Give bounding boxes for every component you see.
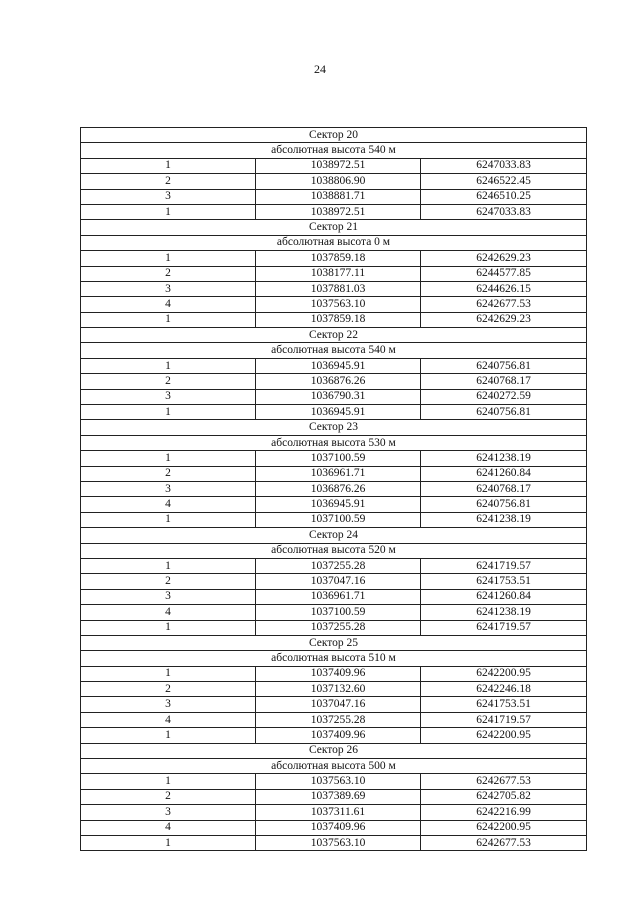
- x-coordinate-cell: 1038881.71: [256, 189, 421, 204]
- y-coordinate-cell: 6242216.99: [421, 805, 587, 820]
- y-coordinate-cell: 6242677.53: [421, 835, 587, 850]
- point-number-cell: 3: [81, 481, 256, 496]
- point-number-cell: 1: [81, 774, 256, 789]
- table-row: [81, 312, 587, 327]
- x-coordinate-cell: 1038972.51: [256, 204, 421, 219]
- table-row: [81, 605, 587, 620]
- table-row: [81, 266, 587, 281]
- page-number: 24: [314, 62, 326, 76]
- sector-height: абсолютная высота 520 м: [81, 543, 587, 558]
- point-number-cell: 2: [81, 789, 256, 804]
- table-row: [81, 697, 587, 712]
- x-coordinate-cell: 1037409.96: [256, 728, 421, 743]
- sector-title-row: [81, 420, 587, 435]
- table-row: [81, 666, 587, 681]
- point-number-cell: 4: [81, 712, 256, 727]
- y-coordinate-cell: 6241238.19: [421, 605, 587, 620]
- y-coordinate-cell: 6241260.84: [421, 466, 587, 481]
- x-coordinate-cell: 1036945.91: [256, 497, 421, 512]
- table-row: [81, 558, 587, 573]
- table-row: [81, 281, 587, 296]
- table-row: [81, 297, 587, 312]
- point-number-cell: 1: [81, 158, 256, 173]
- x-coordinate-cell: 1037409.96: [256, 666, 421, 681]
- y-coordinate-cell: 6241753.51: [421, 574, 587, 589]
- table-row: [81, 251, 587, 266]
- y-coordinate-cell: 6241238.19: [421, 451, 587, 466]
- coordinates-table: [80, 127, 587, 851]
- sector-height-row: [81, 435, 587, 450]
- x-coordinate-cell: 1037881.03: [256, 281, 421, 296]
- table-row: [81, 820, 587, 835]
- point-number-cell: 1: [81, 666, 256, 681]
- y-coordinate-cell: 6240768.17: [421, 374, 587, 389]
- table-row: [81, 358, 587, 373]
- y-coordinate-cell: 6242677.53: [421, 774, 587, 789]
- table-row: [81, 774, 587, 789]
- point-number-cell: 1: [81, 251, 256, 266]
- y-coordinate-cell: 6242200.95: [421, 728, 587, 743]
- x-coordinate-cell: 1036876.26: [256, 374, 421, 389]
- point-number-cell: 3: [81, 697, 256, 712]
- y-coordinate-cell: 6247033.83: [421, 204, 587, 219]
- point-number-cell: 3: [81, 589, 256, 604]
- point-number-cell: 4: [81, 820, 256, 835]
- x-coordinate-cell: 1038972.51: [256, 158, 421, 173]
- point-number-cell: 2: [81, 266, 256, 281]
- x-coordinate-cell: 1037563.10: [256, 297, 421, 312]
- point-number-cell: 1: [81, 358, 256, 373]
- point-number-cell: 1: [81, 204, 256, 219]
- x-coordinate-cell: 1037047.16: [256, 697, 421, 712]
- point-number-cell: 2: [81, 374, 256, 389]
- sector-title: Сектор 24: [81, 528, 587, 543]
- x-coordinate-cell: 1037100.59: [256, 605, 421, 620]
- x-coordinate-cell: 1037389.69: [256, 789, 421, 804]
- table-row: [81, 712, 587, 727]
- y-coordinate-cell: 6241753.51: [421, 697, 587, 712]
- sector-title-row: [81, 635, 587, 650]
- point-number-cell: 4: [81, 605, 256, 620]
- x-coordinate-cell: 1037132.60: [256, 682, 421, 697]
- table-row: [81, 481, 587, 496]
- y-coordinate-cell: 6246510.25: [421, 189, 587, 204]
- y-coordinate-cell: 6244626.15: [421, 281, 587, 296]
- y-coordinate-cell: 6240756.81: [421, 358, 587, 373]
- point-number-cell: 2: [81, 466, 256, 481]
- point-number-cell: 1: [81, 451, 256, 466]
- table-row: [81, 789, 587, 804]
- table-row: [81, 589, 587, 604]
- x-coordinate-cell: 1036945.91: [256, 405, 421, 420]
- table-row: [81, 174, 587, 189]
- x-coordinate-cell: 1037255.28: [256, 558, 421, 573]
- x-coordinate-cell: 1036961.71: [256, 589, 421, 604]
- x-coordinate-cell: 1037100.59: [256, 512, 421, 527]
- sector-height: абсолютная высота 540 м: [81, 143, 587, 158]
- sector-title-row: [81, 128, 587, 143]
- table-row: [81, 451, 587, 466]
- sector-title: Сектор 22: [81, 328, 587, 343]
- x-coordinate-cell: 1036876.26: [256, 481, 421, 496]
- point-number-cell: 1: [81, 558, 256, 573]
- x-coordinate-cell: 1038177.11: [256, 266, 421, 281]
- x-coordinate-cell: 1036945.91: [256, 358, 421, 373]
- y-coordinate-cell: 6244577.85: [421, 266, 587, 281]
- point-number-cell: 2: [81, 574, 256, 589]
- point-number-cell: 3: [81, 389, 256, 404]
- sector-height: абсолютная высота 530 м: [81, 435, 587, 450]
- y-coordinate-cell: 6241260.84: [421, 589, 587, 604]
- x-coordinate-cell: 1036790.31: [256, 389, 421, 404]
- x-coordinate-cell: 1037255.28: [256, 620, 421, 635]
- point-number-cell: 4: [81, 297, 256, 312]
- y-coordinate-cell: 6242705.82: [421, 789, 587, 804]
- table-row: [81, 512, 587, 527]
- y-coordinate-cell: 6240756.81: [421, 405, 587, 420]
- y-coordinate-cell: 6242629.23: [421, 312, 587, 327]
- table-row: [81, 374, 587, 389]
- y-coordinate-cell: 6241719.57: [421, 558, 587, 573]
- y-coordinate-cell: 6247033.83: [421, 158, 587, 173]
- y-coordinate-cell: 6241719.57: [421, 712, 587, 727]
- sector-title-row: [81, 220, 587, 235]
- table-row: [81, 204, 587, 219]
- sector-title: Сектор 26: [81, 743, 587, 758]
- point-number-cell: 4: [81, 497, 256, 512]
- x-coordinate-cell: 1037859.18: [256, 251, 421, 266]
- point-number-cell: 1: [81, 512, 256, 527]
- y-coordinate-cell: 6241238.19: [421, 512, 587, 527]
- sector-title: Сектор 20: [81, 128, 587, 143]
- x-coordinate-cell: 1037100.59: [256, 451, 421, 466]
- table-row: [81, 835, 587, 850]
- y-coordinate-cell: 6242200.95: [421, 820, 587, 835]
- y-coordinate-cell: 6242677.53: [421, 297, 587, 312]
- table-row: [81, 405, 587, 420]
- point-number-cell: 3: [81, 189, 256, 204]
- sector-height: абсолютная высота 540 м: [81, 343, 587, 358]
- x-coordinate-cell: 1037563.10: [256, 774, 421, 789]
- x-coordinate-cell: 1037047.16: [256, 574, 421, 589]
- sector-height-row: [81, 235, 587, 250]
- sector-height: абсолютная высота 0 м: [81, 235, 587, 250]
- point-number-cell: 1: [81, 728, 256, 743]
- coordinates-table-body: [81, 128, 587, 851]
- point-number-cell: 1: [81, 405, 256, 420]
- table-row: [81, 620, 587, 635]
- y-coordinate-cell: 6241719.57: [421, 620, 587, 635]
- table-row: [81, 682, 587, 697]
- y-coordinate-cell: 6240272.59: [421, 389, 587, 404]
- sector-height-row: [81, 343, 587, 358]
- sector-height-row: [81, 143, 587, 158]
- point-number-cell: 3: [81, 805, 256, 820]
- sector-title: Сектор 21: [81, 220, 587, 235]
- y-coordinate-cell: 6242246.18: [421, 682, 587, 697]
- point-number-cell: 1: [81, 835, 256, 850]
- x-coordinate-cell: 1037563.10: [256, 835, 421, 850]
- point-number-cell: 2: [81, 174, 256, 189]
- sector-title: Сектор 23: [81, 420, 587, 435]
- sector-height-row: [81, 759, 587, 774]
- table-row: [81, 389, 587, 404]
- table-row: [81, 466, 587, 481]
- y-coordinate-cell: 6240756.81: [421, 497, 587, 512]
- point-number-cell: 1: [81, 312, 256, 327]
- x-coordinate-cell: 1037255.28: [256, 712, 421, 727]
- point-number-cell: 2: [81, 682, 256, 697]
- point-number-cell: 1: [81, 620, 256, 635]
- sector-title-row: [81, 528, 587, 543]
- x-coordinate-cell: 1037409.96: [256, 820, 421, 835]
- y-coordinate-cell: 6240768.17: [421, 481, 587, 496]
- sector-height-row: [81, 651, 587, 666]
- sector-title: Сектор 25: [81, 635, 587, 650]
- sector-height-row: [81, 543, 587, 558]
- point-number-cell: 3: [81, 281, 256, 296]
- x-coordinate-cell: 1036961.71: [256, 466, 421, 481]
- sector-height: абсолютная высота 500 м: [81, 759, 587, 774]
- table-row: [81, 805, 587, 820]
- sector-title-row: [81, 743, 587, 758]
- sector-height: абсолютная высота 510 м: [81, 651, 587, 666]
- sector-title-row: [81, 328, 587, 343]
- table-row: [81, 574, 587, 589]
- x-coordinate-cell: 1038806.90: [256, 174, 421, 189]
- x-coordinate-cell: 1037859.18: [256, 312, 421, 327]
- x-coordinate-cell: 1037311.61: [256, 805, 421, 820]
- y-coordinate-cell: 6242200.95: [421, 666, 587, 681]
- table-row: [81, 189, 587, 204]
- table-row: [81, 158, 587, 173]
- y-coordinate-cell: 6242629.23: [421, 251, 587, 266]
- table-row: [81, 497, 587, 512]
- y-coordinate-cell: 6246522.45: [421, 174, 587, 189]
- table-row: [81, 728, 587, 743]
